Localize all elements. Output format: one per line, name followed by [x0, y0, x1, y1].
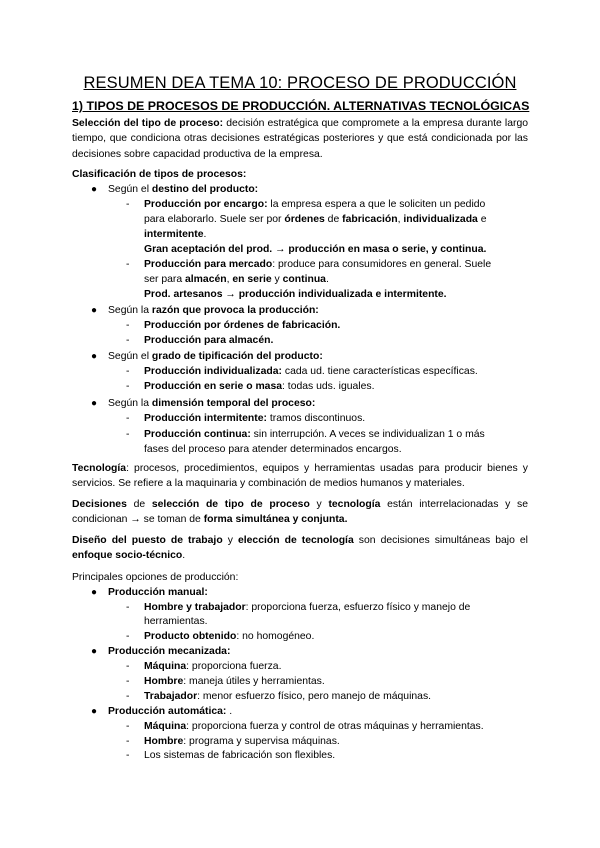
manual-i2-text: : no homogéneo.: [236, 631, 315, 642]
intro-bold: Selección del tipo de proceso:: [72, 118, 224, 129]
dec-bold2: selección de tipo de proceso: [151, 499, 310, 510]
aut-i1-text: : proporciona fuerza y control de otras máquinas y herramientas.: [186, 721, 484, 732]
document-title: RESUMEN DEA TEMA 10: PROCESO DE PRODUCCIÓN: [83, 74, 517, 92]
dec-t2: y: [309, 499, 329, 510]
dec-bold4: forma simultánea y conjunta.: [203, 514, 348, 526]
c3-pre: Según el: [108, 351, 152, 362]
dash-icon: -: [126, 750, 130, 761]
aut-i2-text: : programa y supervisa máquinas.: [183, 736, 340, 747]
mercado-bold: Producción para mercado: [144, 259, 273, 270]
dash-icon: -: [126, 661, 130, 672]
tec-text: : procesos, procedimientos, equipos y herramientas usadas para producir bienes y servicios. Se refiere a la maquinaria y combinación de medios humanos y materiales.: [72, 463, 528, 490]
c4-i2-text2: fases del proceso para atender determinados encargos.: [144, 444, 402, 455]
manual-i1-bold: Hombre y trabajador: [144, 602, 246, 613]
mercado-t2e: y: [271, 274, 283, 285]
mercado-t1: : produce para consumidores en general. Suele: [272, 259, 492, 270]
encargo-t3b: .: [203, 229, 207, 240]
intro-paragraph: [72, 116, 528, 162]
mec-i3-bold: Trabajador: [144, 691, 198, 702]
bullet-icon: ●: [91, 351, 98, 362]
c4-i1-text: tramos discontinuos.: [266, 413, 366, 424]
bullet-icon: ●: [91, 706, 98, 717]
bullet-icon: ●: [91, 184, 98, 195]
dec-bold3: tecnología: [328, 499, 381, 510]
mercado-t2f: continua: [282, 274, 326, 285]
opciones-label: Principales opciones de producción:: [72, 572, 239, 583]
encargo-t2a: para elaborarlo. Suele ser por: [144, 214, 285, 225]
tec-bold: Tecnología: [72, 463, 127, 474]
manual-i1-text: : proporciona fuerza, esfuerzo físico y manejo de: [245, 602, 471, 613]
razon-item2: [144, 333, 273, 348]
encargo-t2f: individualizada: [403, 214, 478, 225]
dash-icon: -: [126, 691, 130, 702]
aut-item1: [144, 719, 484, 734]
c3-i1-text: cada ud. tiene características específicas.: [281, 366, 478, 377]
c4-i2-bold: Producción continua:: [144, 429, 251, 440]
manual-item1: [144, 600, 470, 615]
encargo-t2g: e: [477, 214, 487, 225]
razon-item1: [144, 318, 340, 333]
mercado-t2c: ,: [226, 274, 233, 285]
c4-i2-text: sin interrupción. A veces se individualizan 1 o más: [250, 429, 485, 440]
encargo-t2c: de: [324, 214, 343, 225]
automatica-label: [108, 704, 232, 719]
dash-icon: -: [126, 381, 130, 392]
c2-i1: Producción por órdenes de fabricación.: [144, 320, 341, 331]
mercado-t2a: ser para: [144, 274, 186, 285]
encargo-bold: Producción por encargo:: [144, 199, 268, 210]
mecanizada-label: [108, 644, 230, 659]
dash-icon: -: [126, 631, 130, 642]
temporal-item2-cont: [144, 442, 402, 457]
dis-bold1: Diseño del puesto de trabajo: [72, 535, 223, 546]
c4-pre: Según la: [108, 398, 152, 409]
diseno-paragraph: [72, 533, 528, 564]
c2-i2: Producción para almacén.: [144, 335, 274, 346]
bullet-icon: ●: [91, 398, 98, 409]
dash-icon: -: [126, 259, 130, 270]
encargo-line1: [144, 197, 485, 212]
aut-i2-bold: Hombre: [144, 736, 184, 747]
mercado-line3: [144, 287, 447, 302]
encargo-t2e: ,: [397, 214, 404, 225]
tipificacion-item2: [144, 379, 374, 394]
mercado-t2g: .: [325, 274, 329, 285]
bullet-icon: ●: [91, 305, 98, 316]
dis-bold3: enfoque socio-técnico: [72, 550, 183, 562]
mercado-t2b: almacén: [185, 274, 227, 285]
dis-t3: .: [182, 550, 186, 562]
manual-i2-bold: Producto obtenido: [144, 631, 237, 642]
aut-i3-text: Los sistemas de fabricación son flexibles.: [144, 750, 336, 761]
manual-label: [108, 585, 208, 600]
mec-item2: [144, 674, 325, 689]
encargo-line4: [144, 242, 486, 257]
dash-icon: -: [126, 366, 130, 377]
criterion-destino: [108, 182, 258, 197]
mec-i1-text: : proporciona fuerza.: [186, 661, 282, 672]
section-heading: 1) TIPOS DE PROCESOS DE PRODUCCIÓN. ALTERNATIVAS TECNOLÓGICAS: [72, 99, 530, 113]
mercado-t2d: en serie: [232, 274, 272, 285]
manual-item2: [144, 629, 314, 644]
manual-i1-text2: herramientas.: [144, 616, 208, 627]
aut-label-text: Producción automática:: [108, 706, 227, 717]
dash-icon: -: [126, 602, 130, 613]
dash-icon: -: [126, 676, 130, 687]
dash-icon: -: [126, 320, 130, 331]
encargo-line3: [144, 227, 206, 242]
aut-item3: [144, 748, 335, 763]
dash-icon: -: [126, 335, 130, 346]
dec-t1: de: [126, 499, 152, 510]
c3-i2-text: : todas uds. iguales.: [282, 381, 375, 392]
dash-icon: -: [126, 736, 130, 747]
mercado-line2: [144, 272, 329, 287]
c3-i2-bold: Producción en serie o masa: [144, 381, 283, 392]
aut-i1-bold: Máquina: [144, 721, 187, 732]
encargo-t2b: órdenes: [284, 214, 325, 225]
encargo-t3: intermitente: [144, 229, 204, 240]
mec-i2-text: : maneja útiles y herramientas.: [183, 676, 325, 687]
temporal-item2: [144, 427, 485, 442]
decisiones-paragraph: [72, 497, 528, 528]
dis-t1: y: [222, 535, 238, 546]
c1-pre: Según el: [108, 184, 152, 195]
dash-icon: -: [126, 199, 130, 210]
mec-item1: [144, 659, 281, 674]
dec-bold1: Decisiones: [72, 499, 127, 510]
dash-icon: -: [126, 413, 130, 424]
c2-pre: Según la: [108, 305, 152, 316]
c3-i1-bold: Producción individualizada:: [144, 366, 282, 377]
mec-i3-text: : menor esfuerzo físico, pero manejo de máquinas.: [197, 691, 432, 702]
dec-t3: están interrelacionadas y se condicionan → se toman de: [72, 499, 528, 526]
mec-item3: [144, 689, 431, 704]
encargo-t1: la empresa espera a que le soliciten un pedido: [267, 199, 486, 210]
aut-label-tail: .: [226, 706, 233, 717]
mec-label-text: Producción mecanizada:: [108, 646, 231, 657]
encargo-t4: Gran aceptación del prod. → producción en masa o serie, y continua.: [144, 244, 487, 255]
criterion-tipificacion: [108, 349, 323, 364]
encargo-t2d: fabricación: [342, 214, 398, 225]
c1-bold: destino del producto:: [151, 184, 259, 195]
manual-item1-cont: [144, 614, 208, 629]
mercado-t3: Prod. artesanos → producción individualizada e intermitente.: [144, 289, 447, 300]
clasificacion-text: Clasificación de tipos de procesos:: [72, 169, 247, 180]
mec-i1-bold: Máquina: [144, 661, 187, 672]
mercado-line1: [144, 257, 491, 272]
dis-bold2: elección de tecnología: [237, 535, 354, 546]
encargo-line2: [144, 212, 487, 227]
tipificacion-item1: [144, 364, 478, 379]
criterion-razon: [108, 303, 319, 318]
c2-bold: razón que provoca la producción:: [151, 305, 319, 316]
aut-item2: [144, 734, 340, 749]
bullet-icon: ●: [91, 646, 98, 657]
dash-icon: -: [126, 721, 130, 732]
manual-label-text: Producción manual:: [108, 587, 208, 598]
dis-t2: son decisiones simultáneas bajo el: [353, 535, 528, 546]
dash-icon: -: [126, 429, 130, 440]
temporal-item1: [144, 411, 365, 426]
mec-i2-bold: Hombre: [144, 676, 184, 687]
clasificacion-label: [72, 167, 246, 182]
c4-i1-bold: Producción intermitente:: [144, 413, 267, 424]
bullet-icon: ●: [91, 587, 98, 598]
c4-bold: dimensión temporal del proceso:: [151, 398, 316, 409]
c3-bold: grado de tipificación del producto:: [151, 351, 323, 362]
tecnologia-paragraph: [72, 461, 528, 492]
criterion-temporal: [108, 396, 315, 411]
intro-text: decisión estratégica que compromete a la empresa durante largo tiempo, que condiciona otras decisiones estratégicas posteriores y que está condicionada por las decisiones sobre capacidad productiva de la empresa.: [72, 118, 529, 160]
